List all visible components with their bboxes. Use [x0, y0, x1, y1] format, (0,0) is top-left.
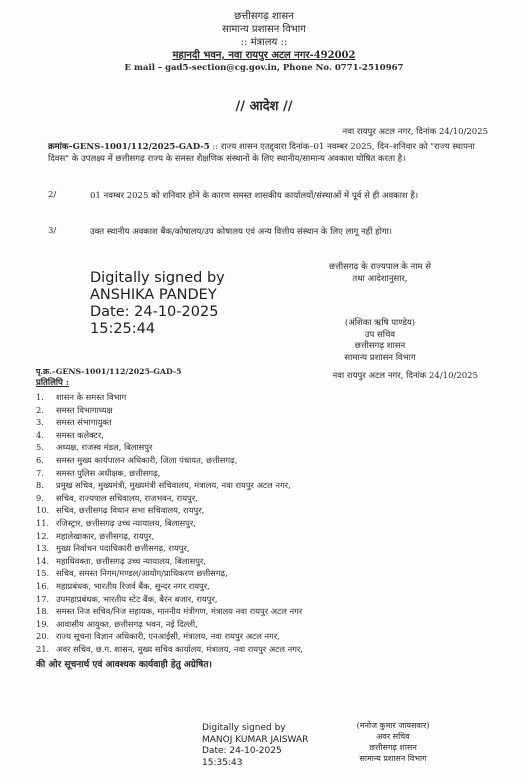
- list-item-number: 17.: [36, 593, 50, 604]
- list-item: [36, 405, 113, 415]
- office-address: महानदी भवन, नवा रायपुर अटल नगर-492002: [172, 50, 356, 61]
- copy-date: नवा रायपुर अटल नगर, दिनांक 24/10/2025: [332, 371, 478, 381]
- list-item-text: आवासीय आयुक्त, छत्तीसगढ़ भवन, नई दिल्ली,: [56, 618, 198, 629]
- list-item: [36, 518, 196, 528]
- sig2-time: 15:35:43: [202, 757, 243, 768]
- contact-line: E mail – gad5-section@cg.gov.in, Phone No. 0771-2510967: [124, 63, 404, 73]
- sig2-date: Date: 24-10-2025: [202, 746, 282, 756]
- order-date: नवा रायपुर अटल नगर, दिनांक 24/10/2025: [342, 127, 488, 137]
- sig1-line1: Digitally signed by: [90, 270, 225, 286]
- list-item: [36, 468, 160, 478]
- list-item-text: अध्यक्ष, राजस्व मंडल, बिलासपुर: [56, 442, 153, 453]
- list-item-number: 9.: [36, 492, 44, 503]
- sig2-line1: Digitally signed by: [202, 723, 286, 733]
- list-item-number: 5.: [36, 442, 44, 453]
- digital-signature-2: [202, 723, 308, 769]
- para2-text: 01 नवम्बर 2025 को शनिवार होने के कारण समस्त शासकीय कार्यालयों/संस्थाओं में पूर्व से ही अवकाश है।: [90, 191, 419, 201]
- copy-ref: पृ.क्र.–GENS-1001/112/2025-GAD-5: [36, 367, 182, 376]
- list-item-number: 15.: [36, 568, 50, 579]
- list-item-text: रजिस्ट्रार, छत्तीसगढ़ उच्च न्यायालय, बिलासपुर,: [56, 518, 196, 528]
- list-item-number: 3.: [36, 417, 44, 428]
- list-item-number: 20.: [36, 631, 50, 642]
- list-item: [36, 442, 152, 452]
- list-item-text: राज्य सूचना विज्ञान अधिकारी, एनआईसी, मंत्रालय, नवा रायपुर अटल नगर,: [56, 631, 280, 642]
- copy-label: प्रतिलिपि :: [36, 378, 69, 388]
- dept-name: सामान्य प्रशासन विभाग: [222, 24, 306, 35]
- footer-note: की ओर सूचनार्थ एवं आवश्यक कार्यवाही हेतु अग्रेषित।: [36, 660, 212, 670]
- officer1-dept: सामान्य प्रशासन विभाग: [344, 352, 416, 363]
- list-item-text: सचिव, समस्त निगम/मण्डल/आयोग/प्राधिकरण छत्तीसगढ़,: [56, 568, 228, 579]
- list-item-text: उपमहाप्रबंधक, भारतीय स्टेट बैंक, बैरन बजार, रायपुर,: [56, 593, 218, 604]
- list-item-number: 18.: [36, 606, 50, 617]
- authority-line1: छत्तीसगढ़ के राज्यपाल के नाम से: [329, 262, 431, 272]
- list-item: [36, 392, 126, 402]
- list-item: [36, 568, 228, 578]
- govt-name: छत्तीसगढ़ शासन: [234, 11, 294, 22]
- list-item-text: समस्त निज सचिव/निज सहायक, माननीय मंत्रीगण, मंत्रालय नवा रायपुर अटल नगर: [56, 606, 303, 617]
- sig1-time: 15:25:44: [90, 321, 156, 337]
- list-item-text: प्रमुख सचिव, मुख्यमंत्री, मुख्यमंत्री सचिवालय, मंत्रालय, नवा रायपुर अटल नगर,: [56, 480, 291, 491]
- authority-block: [290, 262, 470, 285]
- list-item-number: 2.: [36, 404, 44, 415]
- paragraph-1: [48, 141, 490, 165]
- list-item: [36, 631, 280, 641]
- letterhead: [0, 10, 528, 75]
- list-item: [36, 493, 198, 503]
- officer2-govt: छत्तीसगढ़ शासन: [369, 743, 417, 752]
- list-item-number: 16.: [36, 581, 50, 591]
- list-item-number: 10.: [36, 505, 50, 516]
- list-item: [36, 531, 154, 541]
- officer1-govt: छत्तीसगढ़ शासन: [354, 341, 406, 351]
- sig1-signer: ANSHIKA PANDEY: [90, 287, 217, 303]
- list-item-text: अवर सचिव, छ.ग. शासन, मुख्य सचिव कार्यालय, मंत्रालय, नवा रायपुर अटल नगर,: [56, 644, 303, 654]
- para1-text: :: राज्य शासन एतद्द्वारा दिनांक–01 नवम्बर 2025, दिन–शनिवार को "राज्य स्थापना दिवस" के उपलक्ष्य में छत्तीसगढ़ राज्य के समस्त शैक्षणिक संस्थानों के लिए स्थानीय/सामान्य अवकाश घोषित करता है।: [48, 142, 475, 164]
- para3-text: उक्त स्थानीय अवकाश बैंक/कोषालय/उप कोषालय एवं अन्य वित्तीय संस्थान के लिए लागू नहीं होगा।: [90, 227, 393, 237]
- list-item-number: 21.: [36, 644, 50, 654]
- officer2-designation: अवर सचिव: [376, 732, 410, 741]
- list-item-text: समस्त पुलिस अधीक्षक, छत्तीसगढ़,: [56, 467, 161, 478]
- list-item-number: 1.: [36, 392, 44, 402]
- list-item-text: समस्त मुख्य कार्यपालन अधिकारी, जिला पंचायत, छत्तीसगढ़,: [56, 455, 238, 465]
- para2-number: 2/: [48, 190, 57, 200]
- list-item: [36, 594, 217, 604]
- list-item: [36, 455, 237, 465]
- list-item-number: 7.: [36, 467, 44, 478]
- order-ref: क्रमांक–GENS-1001/112/2025-GAD-5: [48, 142, 210, 152]
- list-item-text: मुख्य निर्वाचन पदाधिकारी छत्तीसगढ़, रायपुर,: [56, 543, 190, 554]
- list-item-number: 12.: [36, 530, 50, 541]
- office-name: :: मंत्रालय ::: [240, 37, 288, 48]
- list-item-text: सचिव, राज्यपाल सचिवालय, राजभवन, रायपुर,: [56, 492, 198, 503]
- officer2-block: [328, 720, 458, 764]
- officer2-dept: सामान्य प्रशासन विभाग: [359, 754, 427, 763]
- list-item: [36, 606, 302, 616]
- list-item: [36, 480, 291, 490]
- list-item: [36, 581, 210, 591]
- digital-signature-1: [90, 270, 225, 338]
- list-item: [36, 417, 112, 427]
- officer1-name: (अंशिका ऋषि पाण्डेय): [344, 318, 416, 328]
- list-item-number: 19.: [36, 618, 50, 629]
- list-item: [36, 430, 104, 440]
- list-item-text: महाप्रबंधक, भारतीय रिजर्व बैंक, सुन्दर नगर रायपुर,: [56, 581, 210, 591]
- officer2-name: (मनोज कुमार जायसवार): [356, 721, 430, 730]
- list-item-number: 11.: [36, 518, 50, 528]
- list-item-text: महालेखाकार, छत्तीसगढ़, रायपुर,: [56, 530, 155, 541]
- list-item: [36, 543, 190, 553]
- order-title: // आदेश //: [235, 99, 293, 114]
- list-item-text: सचिव, छत्तीसगढ़ विधान सभा सचिवालय, रायपुर,: [56, 505, 205, 516]
- list-item-number: 8.: [36, 480, 44, 491]
- list-item: [36, 619, 198, 629]
- sig1-date: Date: 24-10-2025: [90, 304, 219, 320]
- list-item-number: 14.: [36, 555, 50, 566]
- list-item-text: महाधिवक्ता, छत्तीसगढ़ उच्च न्यायालय, बिलासपुर,: [56, 555, 206, 566]
- list-item-text: समस्त संभागायुक्त: [56, 417, 112, 428]
- list-item-text: समस्त विभागाध्यक्ष: [56, 404, 113, 415]
- list-item-number: 6.: [36, 455, 44, 465]
- officer1-block: [300, 318, 460, 364]
- list-item-number: 13.: [36, 543, 50, 554]
- sig2-signer: MANOJ KUMAR JAISWAR: [202, 734, 309, 745]
- para3-number: 3/: [48, 226, 57, 236]
- list-item: [36, 556, 206, 566]
- list-item: [36, 644, 303, 654]
- officer1-designation: उप सचिव: [364, 329, 396, 340]
- list-item: [36, 505, 204, 515]
- authority-line2: तथा आदेशानुसार,: [352, 273, 408, 284]
- list-item-text: समस्त कलेक्टर,: [56, 429, 104, 440]
- list-item-number: 4.: [36, 429, 44, 440]
- list-item-text: शासन के समस्त विभाग: [56, 392, 127, 402]
